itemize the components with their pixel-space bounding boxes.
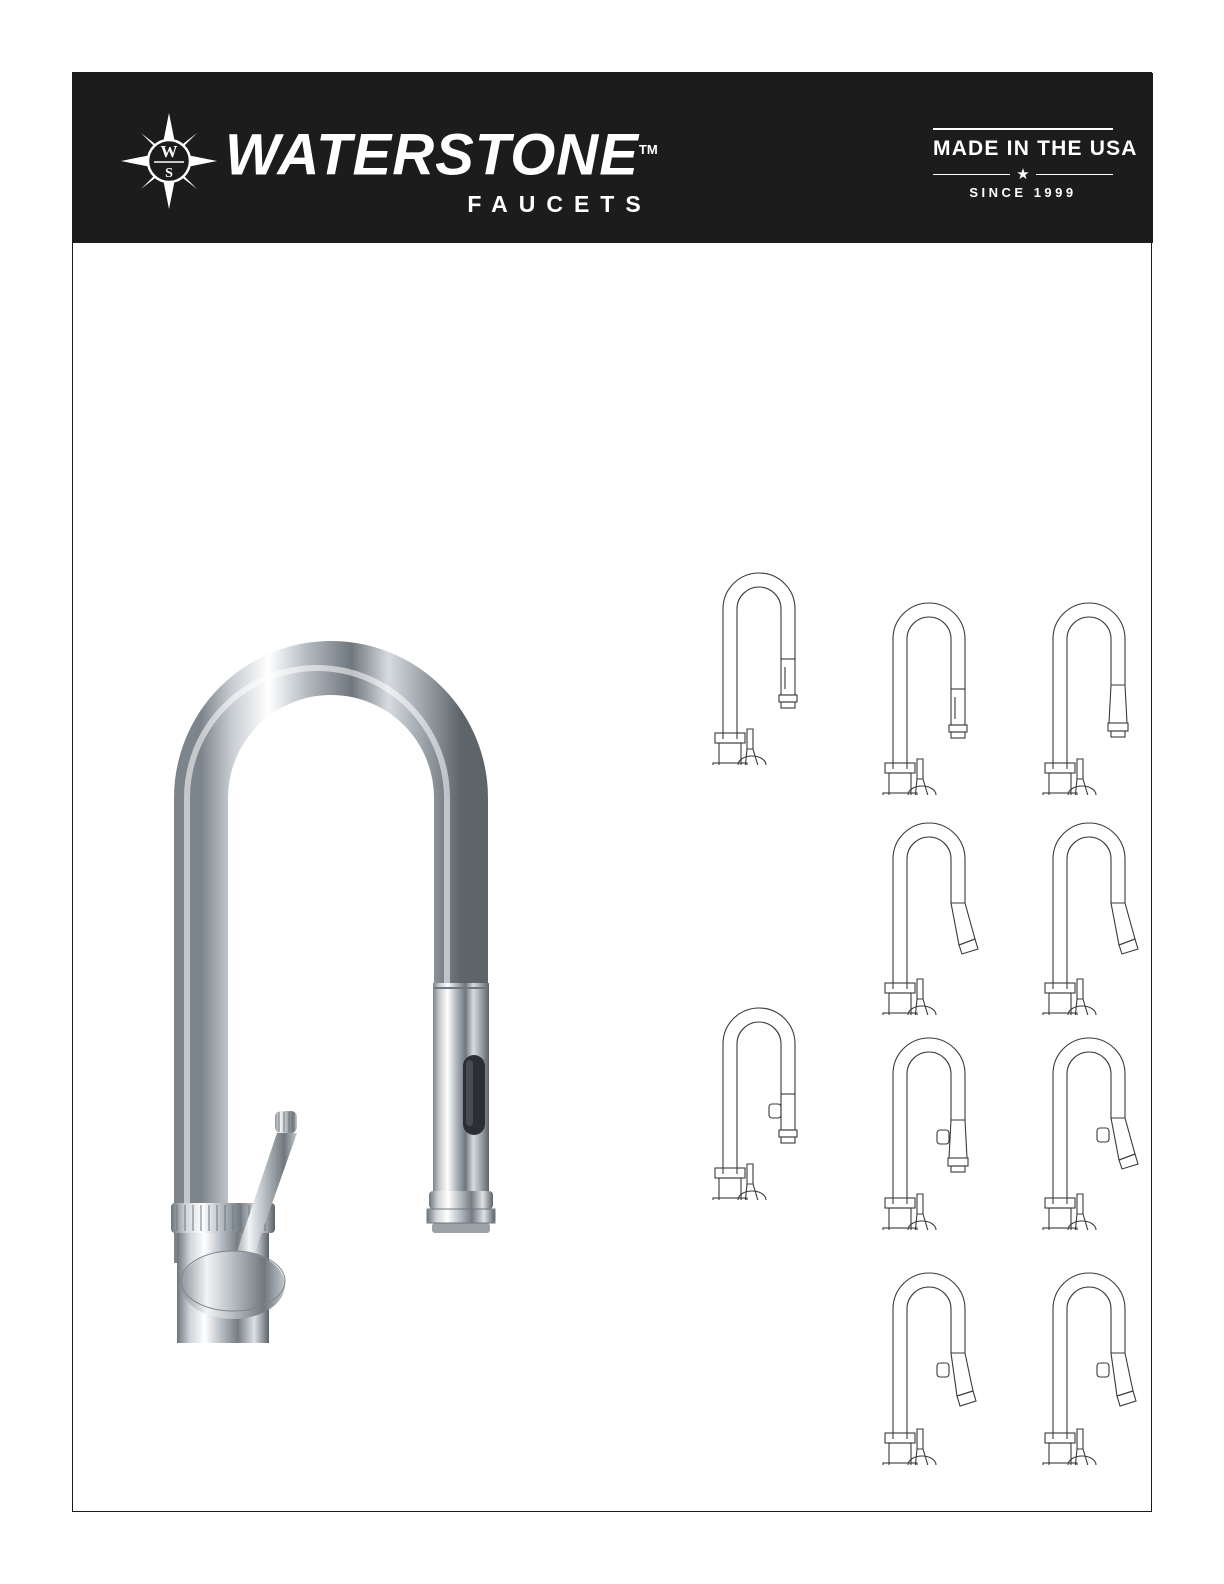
- brand-subtitle: FAUCETS: [467, 191, 652, 218]
- product-sheet-page: [72, 72, 1152, 1512]
- svg-text:W: W: [160, 142, 178, 161]
- badge-line-1: MADE IN THE USA: [933, 137, 1138, 160]
- faucet-variant-grid: [633, 543, 1133, 1473]
- faucet-variant-10[interactable]: [1023, 1243, 1155, 1465]
- brand-wordmark: [225, 121, 658, 218]
- brand-lockup: [121, 109, 658, 218]
- faucet-variant-1[interactable]: [693, 543, 825, 765]
- star-icon: ★: [1016, 166, 1030, 183]
- made-in-usa-badge: [933, 128, 1138, 200]
- faucet-variant-6[interactable]: [693, 978, 825, 1200]
- brand-trademark: TM: [638, 142, 658, 157]
- faucet-variant-8[interactable]: [1023, 1008, 1155, 1230]
- brand-header: [73, 73, 1153, 243]
- faucet-variant-3[interactable]: [1023, 573, 1155, 795]
- faucet-variant-5[interactable]: [1023, 793, 1155, 1015]
- faucet-variant-2[interactable]: [863, 573, 995, 795]
- badge-line-2: SINCE 1999: [969, 185, 1077, 200]
- pull-down-kitchen-faucet-hero: [133, 563, 623, 1343]
- faucet-variant-7[interactable]: [863, 1008, 995, 1230]
- badge-rule-top: [933, 128, 1113, 130]
- svg-text:S: S: [165, 166, 173, 181]
- brand-name: WATERSTONE: [225, 122, 639, 188]
- faucet-variant-4[interactable]: [863, 793, 995, 1015]
- badge-star-row: [933, 167, 1113, 182]
- faucet-variant-9[interactable]: [863, 1243, 995, 1465]
- compass-rose-icon: [121, 113, 217, 209]
- product-image-area: [73, 243, 1153, 1512]
- badge-dash-right: [1036, 174, 1113, 176]
- badge-dash-left: [933, 174, 1010, 176]
